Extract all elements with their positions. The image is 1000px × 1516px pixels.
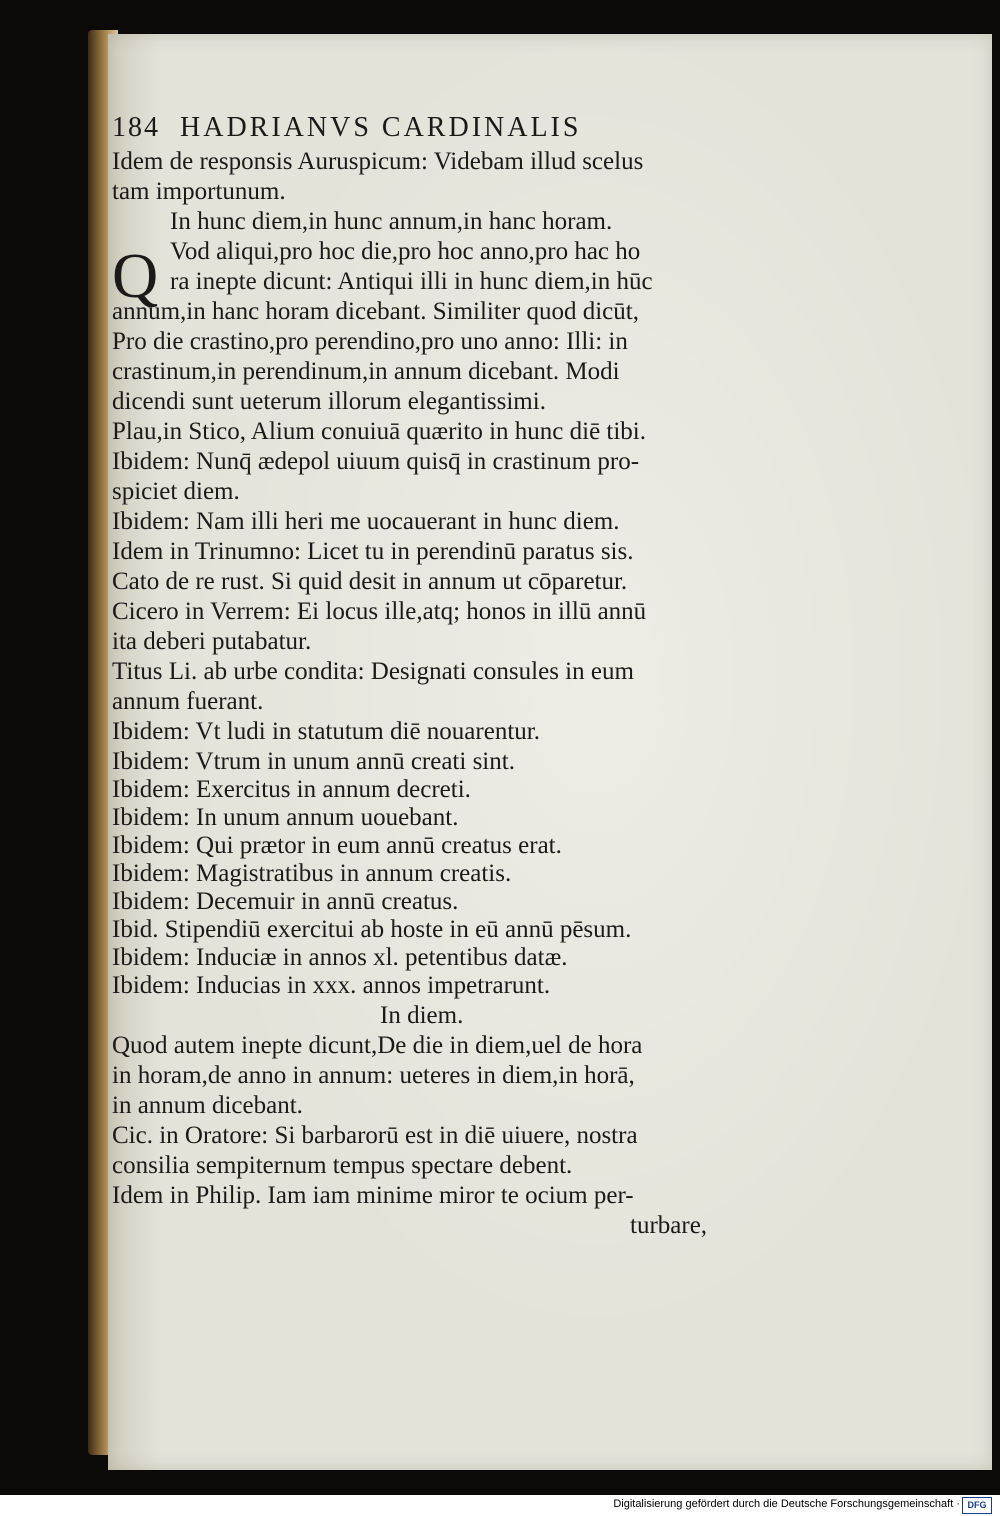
text-line: Ibidem: Induciæ in annos xl. petentibus datæ.	[112, 944, 568, 971]
text-line: ra inepte dicunt: Antiqui illi in hunc diem,in hūc	[170, 268, 653, 295]
footer-bar	[0, 1495, 1000, 1516]
text-line: in annum dicebant.	[112, 1092, 303, 1119]
text-line: Idem in Trinumno: Licet tu in perendinū paratus sis.	[112, 538, 634, 565]
section-heading: In diem.	[380, 1002, 464, 1029]
funding-credit: Digitalisierung gefördert durch die Deutsche Forschungsgemeinschaft ·	[613, 1498, 960, 1510]
text-line: spiciet diem.	[112, 478, 240, 505]
section-heading: In hunc diem,in hunc annum,in hanc horam.	[170, 208, 613, 235]
text-line: tam importunum.	[112, 178, 286, 205]
text-line: dicendi sunt ueterum illorum elegantissimi.	[112, 388, 546, 415]
text-line: crastinum,in perendinum,in annum dicebant. Modi	[112, 358, 620, 385]
text-line: Quod autem inepte dicunt,De die in diem,uel de hora	[112, 1032, 643, 1059]
text-line: Titus Li. ab urbe condita: Designati consules in eum	[112, 658, 634, 685]
text-line: Ibidem: Magistratibus in annum creatis.	[112, 860, 512, 887]
text-line: Ibidem: In unum annum uouebant.	[112, 804, 459, 831]
text-line: Ibidem: Vt ludi in statutum diē nouarentur.	[112, 718, 540, 745]
text-line: Ibidem: Vtrum in unum annū creati sint.	[112, 748, 515, 775]
text-line: Ibidem: Exercitus in annum decreti.	[112, 776, 471, 803]
text-line: annum,in hanc horam dicebant. Similiter quod dicūt,	[112, 298, 639, 325]
text-line: Ibidem: Nam illi heri me uocauerant in hunc diem.	[112, 508, 620, 535]
drop-capital: Q	[112, 240, 159, 311]
page-number: 184	[112, 112, 160, 143]
catchword: turbare,	[630, 1212, 708, 1239]
text-line: Ibidem: Inducias in xxx. annos impetrarunt.	[112, 972, 551, 999]
text-line: consilia sempiternum tempus spectare debent.	[112, 1152, 573, 1179]
text-line: Cicero in Verrem: Ei locus ille,atq; honos in illū annū	[112, 598, 647, 625]
text-line: ita deberi putabatur.	[112, 628, 312, 655]
text-line: annum fuerant.	[112, 688, 264, 715]
text-line: Cic. in Oratore: Si barbarorū est in diē uiuere, nostra	[112, 1122, 638, 1149]
dfg-logo: DFG	[962, 1497, 992, 1514]
text-line: Ibid. Stipendiū exercitui ab hoste in eū annū pēsum.	[112, 916, 632, 943]
running-header	[112, 112, 581, 144]
text-line: Idem in Philip. Iam iam minime miror te ocium per-	[112, 1182, 634, 1209]
text-line: Ibidem: Nunq̄ ædepol uiuum quisq̄ in crastinum pro-	[112, 448, 640, 475]
text-line: Plau,in Stico, Alium conuiuā quærito in hunc diē tibi.	[112, 418, 646, 445]
text-line: Pro die crastino,pro perendino,pro uno anno: Illi: in	[112, 328, 628, 355]
text-line: Ibidem: Qui prætor in eum annū creatus erat.	[112, 832, 562, 859]
text-line: Vod aliqui,pro hoc die,pro hoc anno,pro hac ho	[170, 238, 641, 265]
text-line: Ibidem: Decemuir in annū creatus.	[112, 888, 459, 915]
text-line: in horam,de anno in annum: ueteres in diem,in horā,	[112, 1062, 635, 1089]
running-head-title: HADRIANVS CARDINALIS	[180, 112, 582, 143]
text-line: Idem de responsis Auruspicum: Videbam illud scelus	[112, 148, 644, 175]
text-line: Cato de re rust. Si quid desit in annum ut cōparetur.	[112, 568, 628, 595]
